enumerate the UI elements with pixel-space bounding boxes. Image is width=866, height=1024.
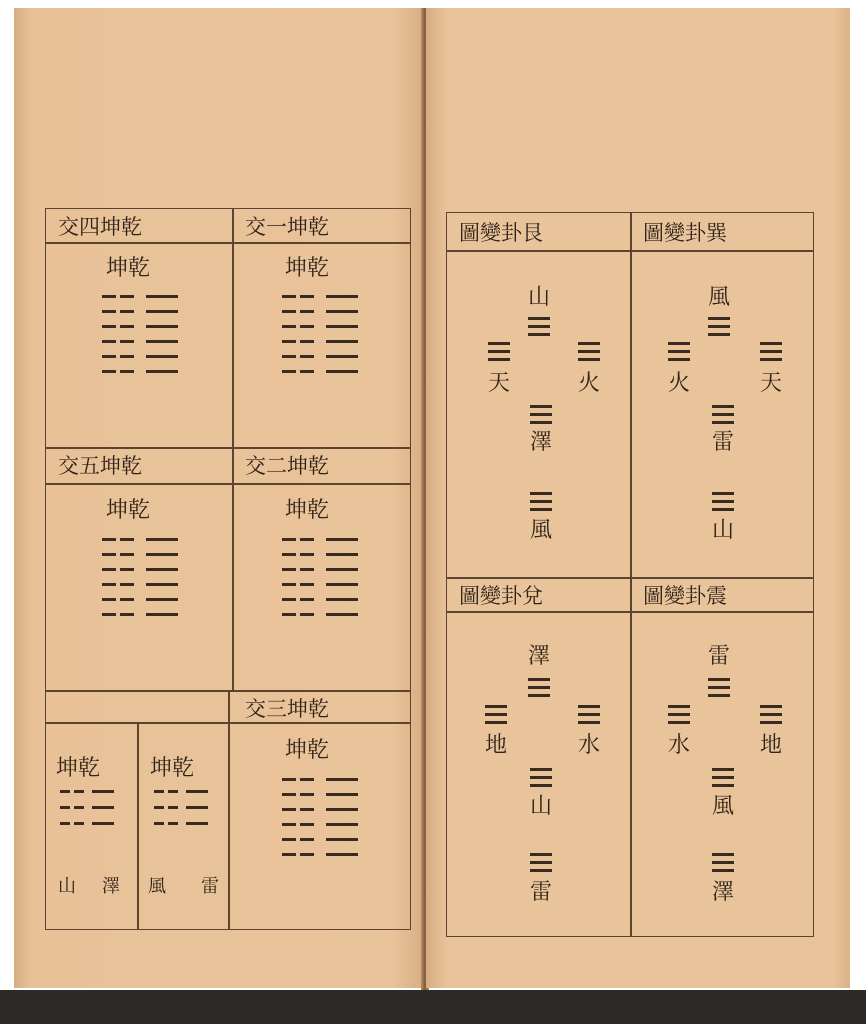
top-label-bottom-mid: 坤乾 bbox=[150, 756, 195, 781]
hexagram-3-left-broken-a bbox=[282, 778, 296, 781]
zhen-top-label: 雷 bbox=[708, 644, 731, 669]
hexagram-2-left-broken-b bbox=[300, 553, 314, 556]
right-row-divider bbox=[446, 577, 814, 579]
panel-title-qian-kun-5: 交五坤乾 bbox=[58, 454, 142, 478]
trigram-symbol bbox=[712, 768, 734, 771]
trigram-symbol bbox=[708, 325, 730, 328]
gen-top-label: 山 bbox=[528, 285, 551, 310]
trigram-symbol bbox=[760, 721, 782, 724]
trigram-symbol bbox=[712, 413, 734, 416]
hexagram-3-right-solid bbox=[326, 853, 358, 856]
hexagram-3-left-broken-b bbox=[300, 838, 314, 841]
hexagram-3-left-broken-b bbox=[300, 823, 314, 826]
small-diagram-mid-broken-a bbox=[154, 806, 164, 809]
hexagram-1-right-solid bbox=[326, 355, 358, 358]
hexagram-2-right-solid bbox=[326, 538, 358, 541]
hexagram-3-left-broken-b bbox=[300, 793, 314, 796]
hexagram-5-right-solid bbox=[146, 553, 178, 556]
left-vertical-divider bbox=[232, 208, 234, 690]
top-label-panel-4: 坤乾 bbox=[106, 256, 151, 281]
hexagram-3-left-broken-a bbox=[282, 838, 296, 841]
hexagram-1-left-broken-b bbox=[300, 325, 314, 328]
trigram-symbol bbox=[528, 317, 550, 320]
left-bottom-divider bbox=[228, 690, 230, 930]
trigram-symbol bbox=[760, 350, 782, 353]
zhen-mid-label-2: 澤 bbox=[712, 880, 735, 905]
trigram-symbol bbox=[578, 342, 600, 345]
hexagram-2-right-solid bbox=[326, 568, 358, 571]
hexagram-4-right-solid bbox=[146, 355, 178, 358]
small-diagram-left-broken-a bbox=[60, 790, 70, 793]
hexagram-5-right-solid bbox=[146, 583, 178, 586]
left-header-line-top bbox=[45, 242, 411, 244]
trigram-symbol bbox=[578, 350, 600, 353]
gen-mid-label-1: 澤 bbox=[530, 430, 553, 455]
hexagram-5-right-solid bbox=[146, 568, 178, 571]
panel-title-gen: 圖變卦艮 bbox=[459, 221, 543, 245]
trigram-symbol bbox=[530, 853, 552, 856]
trigram-symbol bbox=[578, 721, 600, 724]
trigram-symbol bbox=[708, 694, 730, 697]
small-diagram-mid-solid bbox=[186, 822, 208, 825]
trigram-symbol bbox=[668, 705, 690, 708]
hexagram-3-left-broken-a bbox=[282, 793, 296, 796]
trigram-symbol bbox=[712, 784, 734, 787]
hexagram-1-right-solid bbox=[326, 370, 358, 373]
bottom-mid-label-wind: 風 bbox=[148, 876, 166, 897]
hexagram-3-left-broken-b bbox=[300, 778, 314, 781]
trigram-symbol bbox=[708, 333, 730, 336]
hexagram-3-right-solid bbox=[326, 838, 358, 841]
trigram-symbol bbox=[528, 686, 550, 689]
hexagram-2-left-broken-b bbox=[300, 568, 314, 571]
panel-title-qian-kun-3: 交三坤乾 bbox=[245, 697, 329, 721]
hexagram-2-left-broken-a bbox=[282, 568, 296, 571]
trigram-symbol bbox=[668, 721, 690, 724]
hexagram-5-left-broken-a bbox=[102, 613, 116, 616]
top-label-bottom-left: 坤乾 bbox=[56, 756, 101, 781]
xun-right-label: 天 bbox=[760, 371, 783, 396]
hexagram-5-left-broken-a bbox=[102, 553, 116, 556]
trigram-symbol bbox=[760, 713, 782, 716]
top-label-panel-3: 坤乾 bbox=[285, 738, 330, 763]
small-diagram-left-solid bbox=[92, 806, 114, 809]
hexagram-2-left-broken-a bbox=[282, 583, 296, 586]
top-label-panel-1: 坤乾 bbox=[285, 256, 330, 281]
hexagram-2-right-solid bbox=[326, 613, 358, 616]
hexagram-1-left-broken-a bbox=[282, 370, 296, 373]
small-diagram-left-broken-b bbox=[74, 790, 84, 793]
hexagram-5-right-solid bbox=[146, 538, 178, 541]
hexagram-2-right-solid bbox=[326, 553, 358, 556]
hexagram-3-left-broken-a bbox=[282, 823, 296, 826]
trigram-symbol bbox=[530, 508, 552, 511]
trigram-symbol bbox=[668, 713, 690, 716]
xun-top-label: 風 bbox=[708, 285, 731, 310]
trigram-symbol bbox=[530, 784, 552, 787]
hexagram-4-right-solid bbox=[146, 310, 178, 313]
hexagram-5-left-broken-a bbox=[102, 598, 116, 601]
hexagram-4-right-solid bbox=[146, 340, 178, 343]
small-diagram-left-broken-a bbox=[60, 806, 70, 809]
hexagram-3-left-broken-b bbox=[300, 808, 314, 811]
small-diagram-mid-solid bbox=[186, 806, 208, 809]
hexagram-5-left-broken-b bbox=[120, 538, 134, 541]
trigram-symbol bbox=[708, 317, 730, 320]
trigram-symbol bbox=[578, 705, 600, 708]
trigram-symbol bbox=[712, 776, 734, 779]
hexagram-5-right-solid bbox=[146, 598, 178, 601]
small-diagram-left-broken-b bbox=[74, 822, 84, 825]
right-vertical-divider bbox=[630, 212, 632, 937]
panel-title-zhen: 圖變卦震 bbox=[643, 584, 727, 608]
hexagram-1-left-broken-b bbox=[300, 295, 314, 298]
hexagram-5-left-broken-b bbox=[120, 613, 134, 616]
trigram-symbol bbox=[530, 405, 552, 408]
trigram-symbol bbox=[578, 358, 600, 361]
dui-right-label: 水 bbox=[578, 733, 601, 758]
hexagram-1-left-broken-b bbox=[300, 310, 314, 313]
trigram-symbol bbox=[712, 869, 734, 872]
panel-title-qian-kun-4: 交四坤乾 bbox=[58, 215, 142, 239]
hexagram-4-left-broken-a bbox=[102, 340, 116, 343]
hexagram-2-left-broken-a bbox=[282, 613, 296, 616]
trigram-symbol bbox=[712, 405, 734, 408]
trigram-symbol bbox=[530, 421, 552, 424]
bottom-mid-label-thunder: 雷 bbox=[201, 876, 219, 897]
left-row-divider-1 bbox=[45, 447, 411, 449]
hexagram-1-right-solid bbox=[326, 310, 358, 313]
trigram-symbol bbox=[528, 694, 550, 697]
trigram-symbol bbox=[488, 358, 510, 361]
hexagram-4-right-solid bbox=[146, 370, 178, 373]
trigram-symbol bbox=[530, 413, 552, 416]
small-diagram-left-solid bbox=[92, 790, 114, 793]
trigram-symbol bbox=[530, 861, 552, 864]
trigram-symbol bbox=[712, 421, 734, 424]
zhen-mid-label-1: 風 bbox=[712, 794, 735, 819]
small-diagram-left-broken-b bbox=[74, 806, 84, 809]
panel-title-qian-kun-2: 交二坤乾 bbox=[245, 454, 329, 478]
small-diagram-mid-solid bbox=[186, 790, 208, 793]
hexagram-1-left-broken-a bbox=[282, 340, 296, 343]
hexagram-2-left-broken-b bbox=[300, 583, 314, 586]
trigram-symbol bbox=[708, 686, 730, 689]
right-header-line-top bbox=[446, 250, 814, 252]
trigram-symbol bbox=[760, 705, 782, 708]
panel-title-xun: 圖變卦巽 bbox=[643, 221, 727, 245]
hexagram-2-left-broken-b bbox=[300, 598, 314, 601]
bottom-left-label-lake: 澤 bbox=[102, 876, 120, 897]
small-diagram-left-solid bbox=[92, 822, 114, 825]
trigram-symbol bbox=[530, 492, 552, 495]
hexagram-2-left-broken-b bbox=[300, 613, 314, 616]
dui-mid-label-1: 山 bbox=[530, 794, 553, 819]
small-diagram-mid-broken-a bbox=[154, 822, 164, 825]
hexagram-4-left-broken-b bbox=[120, 370, 134, 373]
top-label-panel-5: 坤乾 bbox=[106, 498, 151, 523]
trigram-symbol bbox=[760, 358, 782, 361]
gen-mid-label-2: 風 bbox=[530, 518, 553, 543]
hexagram-5-left-broken-b bbox=[120, 583, 134, 586]
gen-right-label: 火 bbox=[578, 371, 601, 396]
hexagram-4-left-broken-b bbox=[120, 340, 134, 343]
trigram-symbol bbox=[712, 500, 734, 503]
small-diagram-mid-broken-b bbox=[168, 790, 178, 793]
trigram-symbol bbox=[485, 721, 507, 724]
hexagram-2-right-solid bbox=[326, 583, 358, 586]
trigram-symbol bbox=[488, 350, 510, 353]
hexagram-4-left-broken-a bbox=[102, 310, 116, 313]
trigram-symbol bbox=[578, 713, 600, 716]
hexagram-3-left-broken-a bbox=[282, 853, 296, 856]
trigram-symbol bbox=[760, 342, 782, 345]
small-diagram-left-broken-a bbox=[60, 822, 70, 825]
right-header-line-mid bbox=[446, 611, 814, 613]
trigram-symbol bbox=[530, 768, 552, 771]
trigram-symbol bbox=[528, 333, 550, 336]
hexagram-1-right-solid bbox=[326, 295, 358, 298]
trigram-symbol bbox=[488, 342, 510, 345]
hexagram-1-left-broken-a bbox=[282, 310, 296, 313]
trigram-symbol bbox=[668, 350, 690, 353]
panel-title-qian-kun-1: 交一坤乾 bbox=[245, 215, 329, 239]
hexagram-4-right-solid bbox=[146, 325, 178, 328]
hexagram-1-left-broken-b bbox=[300, 370, 314, 373]
small-diagram-mid-broken-b bbox=[168, 806, 178, 809]
hexagram-4-left-broken-b bbox=[120, 325, 134, 328]
hexagram-3-left-broken-b bbox=[300, 853, 314, 856]
hexagram-5-left-broken-a bbox=[102, 568, 116, 571]
hexagram-5-right-solid bbox=[146, 613, 178, 616]
dui-top-label: 澤 bbox=[528, 644, 551, 669]
hexagram-5-left-broken-a bbox=[102, 538, 116, 541]
hexagram-4-left-broken-b bbox=[120, 355, 134, 358]
dui-left-label: 地 bbox=[485, 733, 508, 758]
dui-mid-label-2: 雷 bbox=[530, 880, 553, 905]
left-bottom-header-line bbox=[45, 722, 411, 724]
trigram-symbol bbox=[712, 853, 734, 856]
gen-left-label: 天 bbox=[488, 371, 511, 396]
scan-bottom-shadow bbox=[0, 990, 866, 1024]
hexagram-3-right-solid bbox=[326, 808, 358, 811]
panel-title-dui: 圖變卦兌 bbox=[459, 584, 543, 608]
trigram-symbol bbox=[530, 869, 552, 872]
hexagram-4-left-broken-b bbox=[120, 310, 134, 313]
trigram-symbol bbox=[668, 342, 690, 345]
hexagram-4-left-broken-a bbox=[102, 355, 116, 358]
zhen-left-label: 水 bbox=[668, 733, 691, 758]
hexagram-5-left-broken-b bbox=[120, 568, 134, 571]
trigram-symbol bbox=[485, 705, 507, 708]
hexagram-4-left-broken-b bbox=[120, 295, 134, 298]
hexagram-4-left-broken-a bbox=[102, 370, 116, 373]
trigram-symbol bbox=[708, 678, 730, 681]
hexagram-1-left-broken-b bbox=[300, 355, 314, 358]
hexagram-3-right-solid bbox=[326, 823, 358, 826]
hexagram-1-right-solid bbox=[326, 325, 358, 328]
hexagram-1-left-broken-a bbox=[282, 295, 296, 298]
hexagram-4-right-solid bbox=[146, 295, 178, 298]
trigram-symbol bbox=[485, 713, 507, 716]
xun-mid-label-2: 山 bbox=[712, 518, 735, 543]
hexagram-3-left-broken-a bbox=[282, 808, 296, 811]
hexagram-1-left-broken-a bbox=[282, 355, 296, 358]
left-header-line-mid bbox=[45, 483, 411, 485]
small-diagram-mid-broken-a bbox=[154, 790, 164, 793]
hexagram-3-right-solid bbox=[326, 778, 358, 781]
trigram-symbol bbox=[668, 358, 690, 361]
bottom-left-label-mountain: 山 bbox=[58, 876, 76, 897]
hexagram-5-left-broken-a bbox=[102, 583, 116, 586]
hexagram-4-left-broken-a bbox=[102, 295, 116, 298]
left-bottom-small-divider bbox=[137, 722, 139, 930]
xun-left-label: 火 bbox=[668, 371, 691, 396]
xun-mid-label-1: 雷 bbox=[712, 430, 735, 455]
hexagram-2-left-broken-a bbox=[282, 538, 296, 541]
trigram-symbol bbox=[712, 861, 734, 864]
trigram-symbol bbox=[528, 325, 550, 328]
trigram-symbol bbox=[712, 492, 734, 495]
trigram-symbol bbox=[712, 508, 734, 511]
hexagram-2-left-broken-a bbox=[282, 598, 296, 601]
hexagram-5-left-broken-b bbox=[120, 598, 134, 601]
trigram-symbol bbox=[528, 678, 550, 681]
hexagram-1-left-broken-b bbox=[300, 340, 314, 343]
hexagram-1-right-solid bbox=[326, 340, 358, 343]
top-label-panel-2: 坤乾 bbox=[285, 498, 330, 523]
hexagram-4-left-broken-a bbox=[102, 325, 116, 328]
hexagram-2-left-broken-b bbox=[300, 538, 314, 541]
small-diagram-mid-broken-b bbox=[168, 822, 178, 825]
trigram-symbol bbox=[530, 776, 552, 779]
hexagram-2-right-solid bbox=[326, 598, 358, 601]
hexagram-3-right-solid bbox=[326, 793, 358, 796]
trigram-symbol bbox=[530, 500, 552, 503]
hexagram-1-left-broken-a bbox=[282, 325, 296, 328]
hexagram-2-left-broken-a bbox=[282, 553, 296, 556]
hexagram-5-left-broken-b bbox=[120, 553, 134, 556]
zhen-right-label: 地 bbox=[760, 733, 783, 758]
